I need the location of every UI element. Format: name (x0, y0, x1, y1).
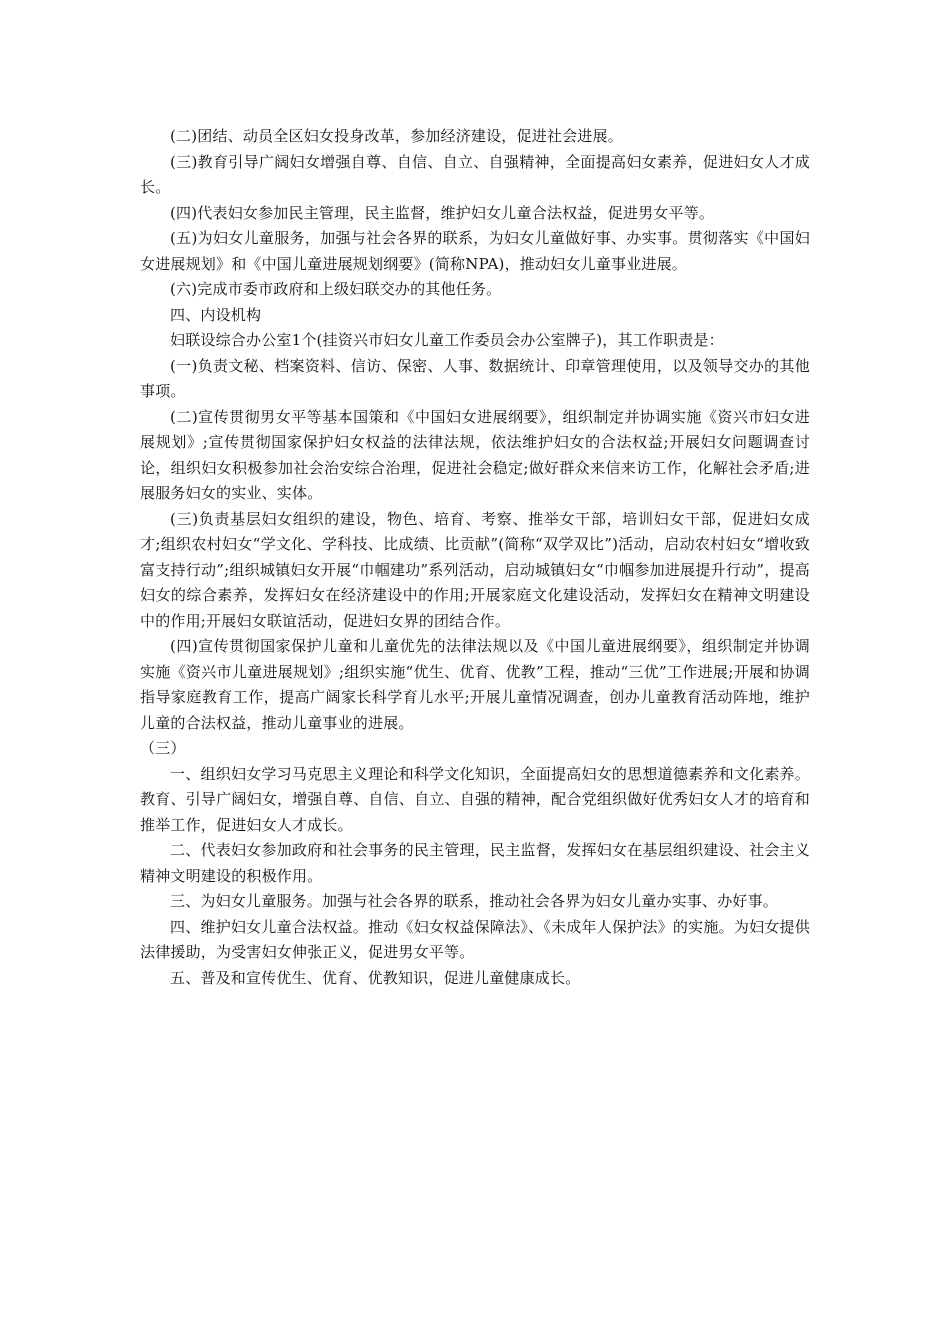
paragraph: (二)团结、动员全区妇女投身改革，参加经济建设，促进社会进展。 (170, 127, 623, 145)
paragraph: (二)宣传贯彻男女平等基本国策和《中国妇女进展纲要》，组织制定并协调实施《资兴市妇女进展规划》;宣传贯彻国家保护妇女权益的法律法规，依法维护妇女的合法权益;开展妇女问题调查讨论，组织妇女积极参加社会治安综合治理，促进社会稳定;做好群众来信来访工作，化解社会矛盾;进展服务妇女的实业、实体。 (140, 407, 810, 502)
section-heading: （三） (140, 739, 186, 757)
paragraph: 一、组织妇女学习马克思主义理论和科学文化知识，全面提高妇女的思想道德素养和文化素养。教育、引导广阔妇女，增强自尊、自信、自立、自强的精神，配合党组织做好优秀妇女人才的培育和推举工作，促进妇女人才成长。 (140, 764, 810, 834)
paragraph: (四)代表妇女参加民主管理，民主监督，维护妇女儿童合法权益，促进男女平等。 (170, 203, 715, 222)
paragraph: 三、为妇女儿童服务。加强与社会各界的联系，推动社会各界为妇女儿童办实事、办好事。 (170, 892, 779, 910)
paragraph: (四)宣传贯彻国家保护儿童和儿童优先的法律法规以及《中国儿童进展纲要》，组织制定并协调实施《资兴市儿童进展规划》;组织实施“优生、优育、优教”工程，推动“三优”工作进展;开展和协调指导家庭教育工作，提高广阔家长科学育儿水平;开展儿童情况调查，创办儿童教育活动阵地，维护儿童的合法权益，推动儿童事业的进展。 (140, 637, 810, 732)
section-heading: 四、内设机构 (170, 305, 262, 324)
paragraph: (三)负责基层妇女组织的建设，物色、培育、考察、推举女干部，培训妇女干部，促进妇女成才;组织农村妇女“学文化、学科技、比成绩、比贡献”(简称“双学双比”)活动，启动农村妇女“增收致富支持行动”;组织城镇妇女开展“巾帼建功”系列活动，启动城镇妇女“巾帼参加进展提升行动”，提高妇女的综合素养，发挥妇女在经济建设中的作用;开展家庭文化建设活动，发挥妇女在精神文明建设中的作用;开展妇女联谊活动，促进妇女界的团结合作。 (140, 509, 810, 630)
paragraph: 二、代表妇女参加政府和社会事务的民主管理，民主监督，发挥妇女在基层组织建设、社会主义精神文明建设的积极作用。 (140, 841, 810, 885)
document-page (140, 124, 810, 991)
paragraph: 五、普及和宣传优生、优育、优教知识，促进儿童健康成长。 (170, 968, 581, 987)
paragraph: (一)负责文秘、档案资料、信访、保密、人事、数据统计、印章管理使用，以及领导交办的其他事项。 (140, 356, 810, 400)
paragraph: 四、维护妇女儿童合法权益。推动《妇女权益保障法》、《未成年人保护法》的实施。为妇女提供法律援助，为受害妇女伸张正义，促进男女平等。 (140, 917, 810, 961)
paragraph: (六)完成市委市政府和上级妇联交办的其他任务。 (170, 280, 502, 298)
paragraph: (三)教育引导广阔妇女增强自尊、自信、自立、自强精神，全面提高妇女素养，促进妇女人才成长。 (140, 152, 810, 196)
paragraph: 妇联设综合办公室1个(挂资兴市妇女儿童工作委员会办公室牌子)，其工作职责是： (170, 331, 724, 349)
paragraph: (五)为妇女儿童服务，加强与社会各界的联系，为妇女儿童做好事、办实事。贯彻落实《中国妇女进展规划》和《中国儿童进展规划纲要》(简称NPA)，推动妇女儿童事业进展。 (140, 229, 810, 273)
